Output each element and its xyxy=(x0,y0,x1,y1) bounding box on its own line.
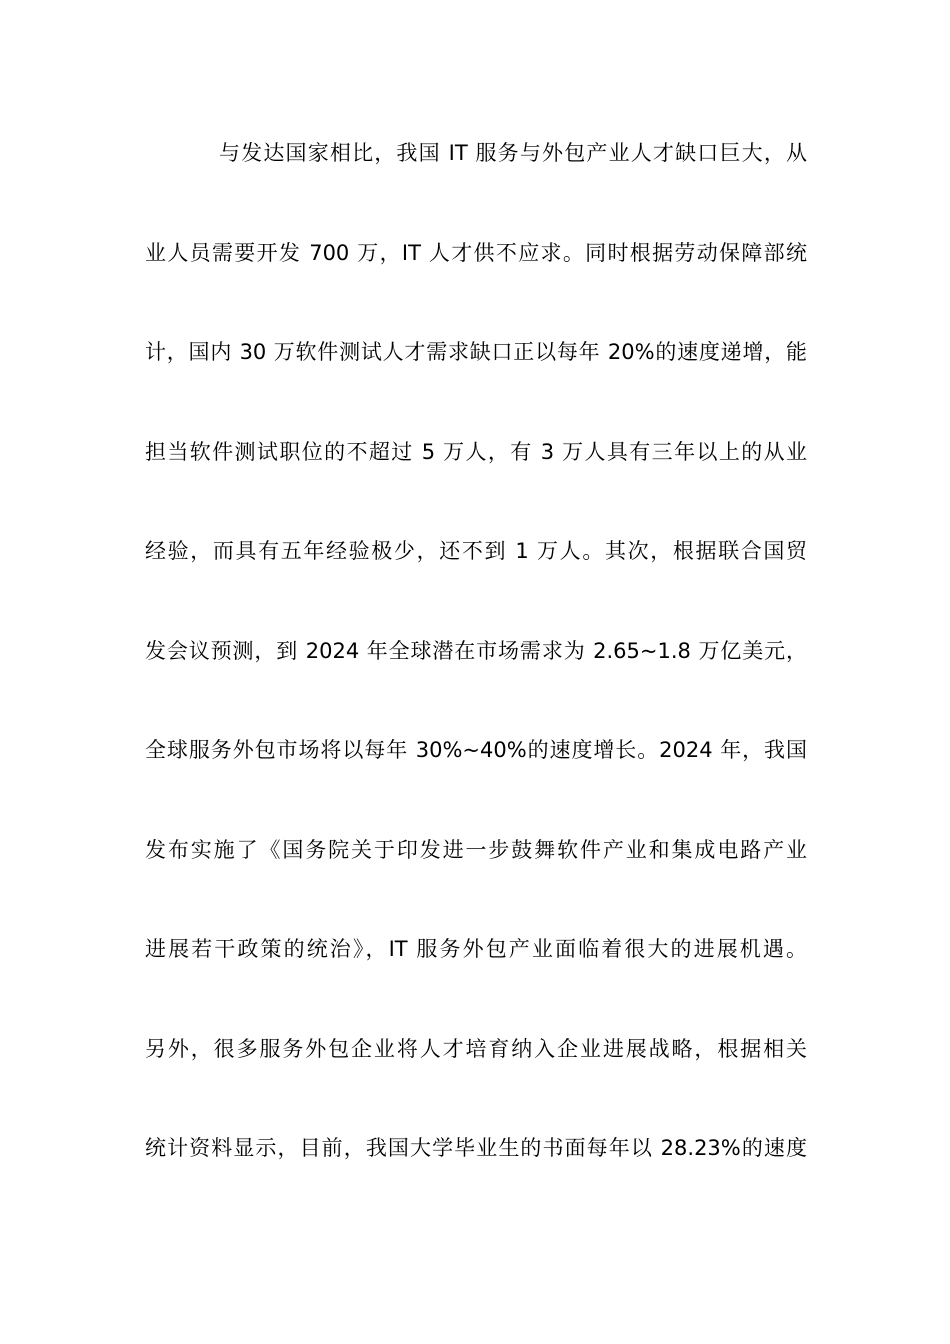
paragraph-line: 业人员需要开发 700 万，IT 人才供不应求。同时根据劳动保障部统 xyxy=(145,240,807,265)
paragraph-line: 进展若干政策的统治》，IT 服务外包产业面临着很大的进展机遇。 xyxy=(145,937,807,961)
paragraph-line: 统计资料显示，目前，我国大学毕业生的书面每年以 28.23%的速度 xyxy=(145,1136,807,1160)
paragraph-line: 经验，而具有五年经验极少，还不到 1 万人。其次，根据联合国贸 xyxy=(145,539,807,563)
paragraph-line: 发会议预测，到 2024 年全球潜在市场需求为 2.65~1.8 万亿美元， xyxy=(145,638,807,663)
paragraph-line: 发布实施了《国务院关于印发进一步鼓舞软件产业和集成电路产业 xyxy=(145,837,807,862)
paragraph-line: 担当软件测试职位的不超过 5 万人，有 3 万人具有三年以上的从业 xyxy=(145,439,807,464)
body-paragraph xyxy=(145,127,807,1222)
paragraph-line: 另外，很多服务外包企业将人才培育纳入企业进展战略，根据相关 xyxy=(145,1036,807,1061)
paragraph-line: 全球服务外包市场将以每年 30%~40%的速度增长。2024 年，我国 xyxy=(145,738,807,762)
paragraph-line: 计，国内 30 万软件测试人才需求缺口正以每年 20%的速度递增，能 xyxy=(145,340,807,364)
paragraph-line: 与发达国家相比，我国 IT 服务与外包产业人才缺口巨大，从 xyxy=(219,141,807,165)
